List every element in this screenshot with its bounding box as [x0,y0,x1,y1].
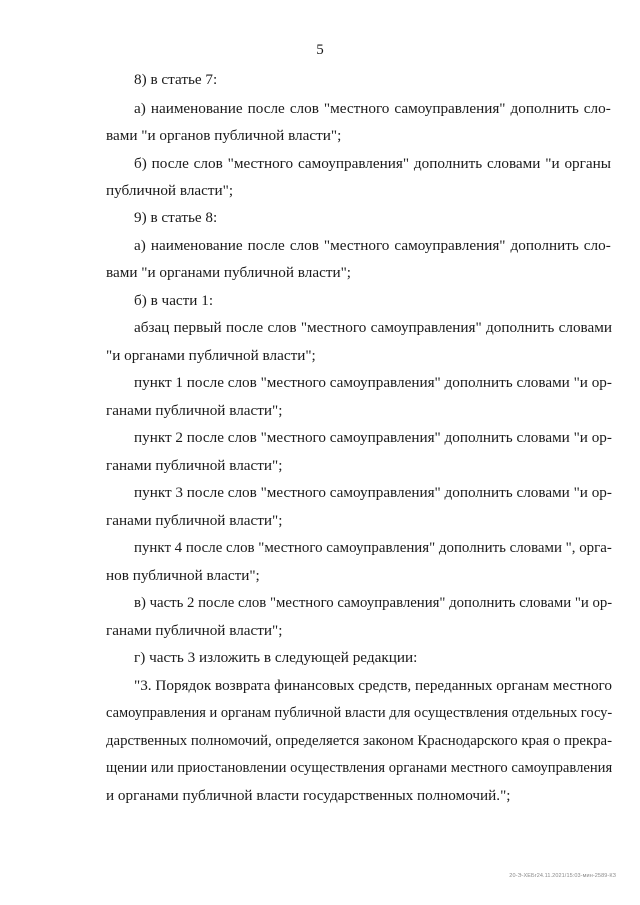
text-line: ганами публичной власти"; [106,512,283,529]
text-line: "3. Порядок возврата финансовых средств, переданных органам местного [134,677,612,694]
text-line: б) в части 1: [134,292,214,309]
text-line: ганами публичной власти"; [106,402,283,419]
text-line: абзац первый после слов "местного самоуправления" дополнить словами [134,319,612,336]
footer-stamp: 20-Э-ХЕБr24.11.2021/15:03-мин-2589-КЗ [509,873,616,879]
text-line: б) после слов "местного самоуправления" дополнить словами "и органы [134,155,611,172]
text-line: 9) в статье 8: [134,209,218,226]
text-line: пункт 2 после слов "местного самоуправления" дополнить словами "и ор- [134,429,612,446]
text-line: ганами публичной власти"; [106,457,283,474]
text-line: дарственных полномочий, определяется законом Краснодарского края о прекра- [106,732,613,749]
text-line: г) часть 3 изложить в следующей редакции: [134,649,418,666]
text-line: пункт 4 после слов "местного самоуправления" дополнить словами ", орга- [134,539,612,556]
text-line: а) наименование после слов "местного самоуправления" дополнить сло- [134,237,611,254]
text-line: щении или приостановлении осуществления органами местного самоуправления [106,759,613,776]
text-line: вами "и органов публичной власти"; [106,127,342,144]
text-line: ганами публичной власти"; [106,622,283,639]
text-line: в) часть 2 после слов "местного самоуправления" дополнить словами "и ор- [134,594,613,611]
text-line: "и органами публичной власти"; [106,347,316,364]
text-line: 8) в статье 7: [134,71,218,88]
text-line: пункт 3 после слов "местного самоуправления" дополнить словами "и ор- [134,484,612,501]
text-line: вами "и органами публичной власти"; [106,264,352,281]
text-line: а) наименование после слов "местного самоуправления" дополнить сло- [134,100,611,117]
text-line: публичной власти"; [106,182,234,199]
text-line: и органами публичной власти государственных полномочий."; [106,787,511,804]
text-line: самоуправления и органам публичной власти для осуществления отдельных госу- [106,704,613,721]
text-line: нов публичной власти"; [106,567,260,584]
text-line: пункт 1 после слов "местного самоуправления" дополнить словами "и ор- [134,374,612,391]
page-number: 5 [316,42,324,58]
